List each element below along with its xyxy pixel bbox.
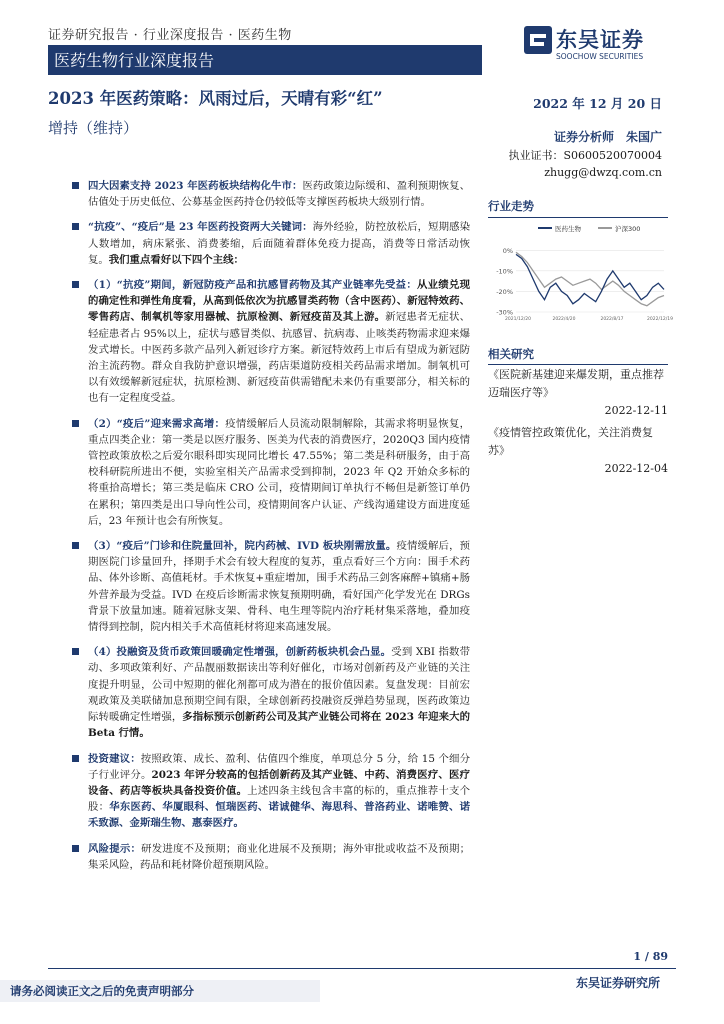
brand-name-en: SOOCHOW SECURITIES [556, 52, 644, 61]
legend-label-pharma: 医药生物 [555, 225, 581, 233]
brand-logo-icon [524, 26, 552, 54]
x-tick-label: 2021/12/20 [505, 317, 531, 322]
x-tick-label: 2022/4/20 [552, 317, 576, 322]
report-date: 2022 年 12 月 20 日 [533, 96, 662, 111]
bullet-square-icon [72, 182, 79, 189]
trend-chart [486, 220, 673, 328]
chart-legend [538, 224, 640, 233]
legend-label-csi300: 沪深300 [615, 225, 641, 233]
footer-rule [48, 968, 676, 969]
bullet-square-icon [72, 755, 79, 762]
summary-point: 四大因素支持 2023 年医药板块结构化牛市：医药政策边际缓和、盈利预期恢复、估值处于历史低位、公募基金医药持仓仍较低等支撑医药板块大级别行情。 [68, 178, 470, 210]
y-tick-label: 0% [502, 246, 513, 255]
related-report-date: 2022-12-11 [604, 404, 668, 417]
bullet-square-icon [72, 648, 79, 655]
rating: 增持（维持） [48, 119, 139, 137]
summary-point: 风险提示：研发进度不及预期；商业化进展不及预期；海外审批或收益不及预期；集采风险，药品和耗材降价超预期风险。 [68, 841, 470, 873]
summary-point: 投资建议：按照政策、成长、盈利、估值四个维度，单项总分 5 分，给 15 个细分子行业评分。2023 年评分较高的包括创新药及其产业链、中药、消费医疗、医疗设备、药店等板块具备投资价值。上述四条主线包含丰富的标的，重点推荐十支个股：华东医药、华厦眼科、恒瑞医药、诺诚健华、海思科、普洛药业、诺唯赞、诺禾致源、金斯瑞生物、惠泰医疗。 [68, 751, 470, 832]
bullet-square-icon [72, 845, 79, 852]
related-report[interactable]: 《疫情管控政策优化，关注消费复苏》 [488, 426, 653, 457]
report-title: 2023 年医药策略：风雨过后，天晴有彩“红” [48, 89, 383, 108]
bullet-square-icon [72, 542, 79, 549]
x-tick-label: 2022/8/17 [600, 317, 624, 322]
bullet-square-icon [72, 420, 79, 427]
y-tick-label: -30% [496, 308, 513, 317]
bullet-square-icon [72, 281, 79, 288]
summary-point: （2）“疫后”迎来需求高增：疫情缓解后人员流动限制解除，其需求将明显恢复，重点四类企业：第一类是以医疗服务、医美为代表的消费医疗，2020Q3 国内疫情管控政策放松之后爱尔眼科即实现同比增长 47.55%；第二类是科研服务，由于高校科研院所进出不便，实验室相关产品需求受到抑制，2023 年 Q2 开始众多标的将重拾高增长；第三类是临床 CRO 公司，疫情期间订单执行不畅但是新签订单仍在累积；第四类是出口导向性公司，疫情期间客户认证、产线沟通建设方面进度延后，23 年预计也会有所恢复。 [68, 416, 470, 529]
trend-rule [488, 217, 668, 218]
related-report-date: 2022-12-04 [604, 462, 668, 475]
related-report[interactable]: 《医院新基建迎来爆发期，重点推荐迈瑞医疗等》 [488, 368, 664, 399]
y-tick-label: -10% [496, 267, 513, 276]
trend-title: 行业走势 [488, 199, 534, 213]
summary-point: （1）“抗疫”期间，新冠防疫产品和抗感冒药物及其产业链率先受益：从业绩兑现的确定性和弹性角度看，从高到低依次为抗感冒类药物（含中医药）、新冠特效药、零售药店、制氧机等家用器械、抗原检测、新冠疫苗及其上游。新冠患者无症状、轻症患者占 95%以上，症状与感冒类似、抗感冒、抗病毒、止咳类药物需求迎来爆发式增长。中医药多款产品列入新冠诊疗方案。新冠特效药上市后有望成为新冠防治主流药物。群众自我防护意识增强，药店渠道防疫相关药品需求增加。制氧机可以有效缓解新冠症状，抗原检测、新冠疫苗供需错配未来仍有重要部分，相关标的也有一定程度受益。 [68, 277, 470, 407]
institute-name: 东吴证券研究所 [575, 976, 660, 990]
summary-point: “抗疫”、“疫后”是 23 年医药投资两大关键词：海外经验，防控放松后，短期感染人数增加，病床紧张、消费萎缩，后面随着群体免疫力提高，消费等日常活动恢复。我们重点看好以下四个主线： [68, 219, 470, 268]
analyst-name: 证券分析师 朱国广 [553, 130, 662, 144]
breadcrumb: 证券研究报告 · 行业深度报告 · 医药生物 [48, 28, 292, 43]
related-title: 相关研究 [488, 347, 534, 361]
y-tick-label: -20% [496, 287, 513, 296]
disclaimer-link[interactable]: 请务必阅读正文之后的免责声明部分 [0, 980, 320, 1002]
related-rule [488, 364, 668, 365]
page-number: 1 / 89 [633, 950, 668, 963]
summary-point: （3）“疫后”门诊和住院量回补，院内药械、IVD 板块刚需放量。疫情缓解后，预期医院门诊量回升，择期手术会有较大程度的复苏，重点看好三个方向：围手术药品、体外诊断、高值耗材。手术恢复+重症增加，围手术药品三剑客麻醉+镇痛+肠外营养最为受益。IVD 在疫后诊断需求恢复预期明确，看好国产化学发光在 DRGs 背景下放量加速。随着冠脉支架、骨科、电生理等院内治疗耗材集采落地，叠加疫情得到控制，院内相关手术高值耗材将迎来高速发展。 [68, 538, 470, 635]
analyst-email: zhugg@dwzq.com.cn [544, 166, 662, 179]
summary-point: （4）投融资及货币政策回暖确定性增强，创新药板块机会凸显。受到 XBI 指数带动、多项政策利好、产品靓丽数据读出等利好催化，市场对创新药及产业链的关注度提升明显，公司中短期的催化剂都可成为潜在的报价值因素。复盘发现：目前宏观政策及美联储加息预期空间有限，全球创新药投融资反弹趋势显现，医药政策边际转暖确定性增强，多指标预示创新药公司及其产业链公司将在 2023 年迎来大的 Beta 行情。 [68, 644, 470, 741]
x-tick-label: 2022/12/19 [647, 317, 673, 322]
brand-name: 东吴证券 [556, 28, 644, 52]
analyst-license: 执业证书：S0600520070004 [508, 149, 662, 162]
summary-column [68, 178, 470, 882]
report-type-banner: 医药生物行业深度报告 [48, 47, 482, 75]
bullet-square-icon [72, 223, 79, 230]
